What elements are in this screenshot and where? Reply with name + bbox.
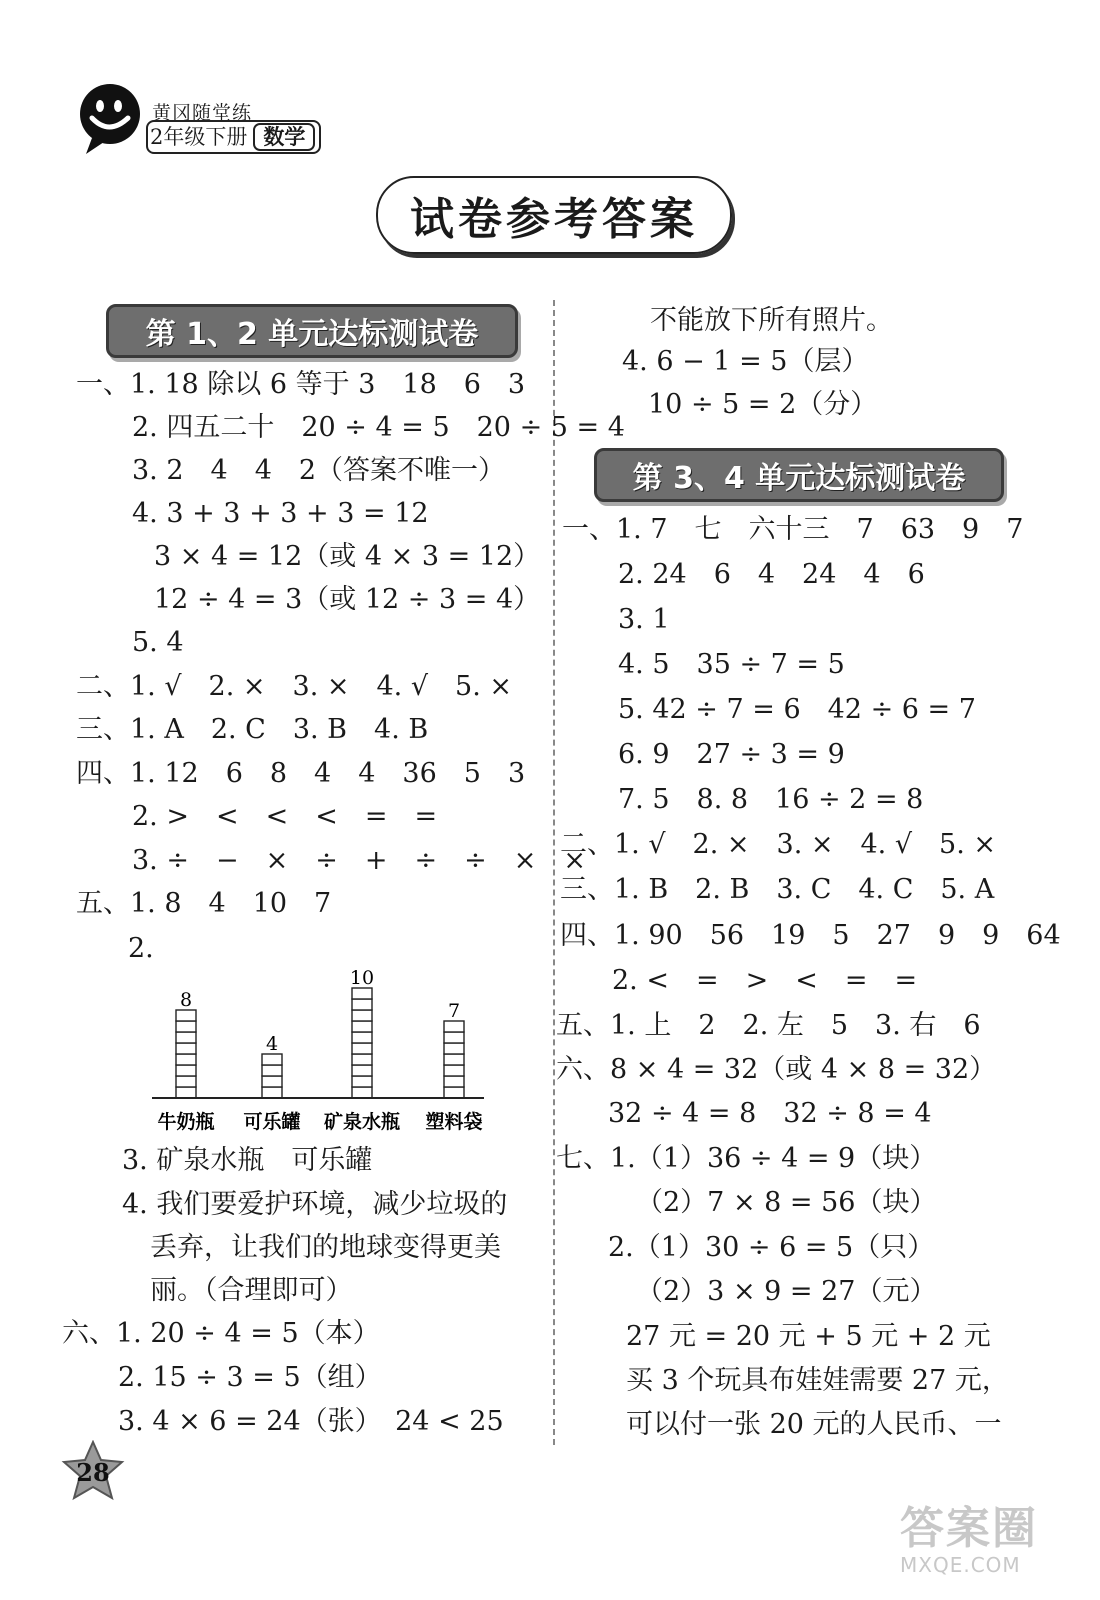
answer-line: 买 3 个玩具布娃娃需要 27 元，: [626, 1365, 1009, 1396]
chart-bar-unit: [176, 1054, 196, 1065]
series-name: 黄冈随堂练: [152, 102, 253, 124]
chart-bar-unit: [444, 1032, 464, 1043]
smiley-logo-icon: [78, 80, 142, 156]
answer-line: 四、1. 90 56 19 5 27 9 9 64: [560, 920, 1061, 951]
chart-bar-unit: [352, 1076, 372, 1087]
answer-line: 五、1. 上 2 2. 左 5 3. 右 6: [556, 1010, 981, 1041]
answer-line: 2. 15 ÷ 3 = 5（组）: [118, 1362, 382, 1393]
section-header-units-3-4: 第 3、4 单元达标测试卷: [594, 448, 1004, 502]
chart-bar: [352, 988, 372, 1098]
chart-value-label: 8: [179, 989, 193, 1011]
chart-category-label: 矿泉水瓶: [323, 1111, 401, 1133]
chart-bar-unit: [352, 1054, 372, 1065]
chart-bar-unit: [444, 1076, 464, 1087]
answer-line: 6. 9 27 ÷ 3 = 9: [618, 739, 845, 770]
answer-line: 六、1. 20 ÷ 4 = 5（本）: [62, 1318, 380, 1349]
answer-line: 2. < = > < = =: [612, 965, 918, 996]
answer-line: 三、1. B 2. B 3. C 4. C 5. A: [560, 874, 995, 905]
answer-line: 10 ÷ 5 = 2（分）: [648, 389, 878, 420]
answer-line: 五、1. 8 4 10 7: [76, 888, 332, 919]
answer-line: 4. 我们要爱护环境，减少垃圾的: [122, 1189, 508, 1220]
chart-bar-unit: [444, 1065, 464, 1076]
grade-text: 2年级下册: [150, 125, 248, 149]
answer-line: 2. > < < < = =: [132, 801, 438, 832]
answer-line: 3. 2 4 4 2（答案不唯一）: [132, 455, 506, 486]
chart-bar-unit: [262, 1065, 282, 1076]
chart-bar-unit: [176, 1087, 196, 1098]
answer-line: 7. 5 8. 8 16 ÷ 2 = 8: [618, 784, 924, 815]
watermark: [900, 1505, 1038, 1577]
chart-bar-unit: [352, 1010, 372, 1021]
chart-bar-unit: [262, 1076, 282, 1087]
chart-bar-unit: [444, 1043, 464, 1054]
answer-line: 四、1. 12 6 8 4 4 36 5 3: [76, 758, 526, 789]
answer-line: 5. 4: [132, 627, 184, 658]
chart-bar-unit: [444, 1087, 464, 1098]
chart-bar: [176, 1010, 196, 1098]
page-number-badge: [60, 1440, 126, 1506]
answer-line: 4. 3 + 3 + 3 + 3 = 12: [132, 498, 429, 529]
answer-line: 六、8 × 4 = 32（或 4 × 8 = 32）: [556, 1054, 997, 1085]
chart-bar-unit: [352, 1032, 372, 1043]
answer-line: 可以付一张 20 元的人民币、一: [626, 1409, 1002, 1440]
answer-line: 27 元 = 20 元 + 5 元 + 2 元: [626, 1321, 991, 1352]
chart-value-label: 7: [447, 1000, 461, 1022]
chart-bar-unit: [352, 1021, 372, 1032]
answer-line: 3. ÷ − × ÷ + ÷ ÷ × ×: [132, 845, 586, 876]
chart-bar-unit: [176, 1065, 196, 1076]
chart-bar-unit: [176, 1021, 196, 1032]
chart-value-label: 10: [349, 967, 375, 989]
answer-line: 三、1. A 2. C 3. B 4. B: [76, 714, 429, 745]
answer-line: 丽。（合理即可）: [150, 1275, 353, 1306]
chart-bar-unit: [262, 1087, 282, 1098]
answer-line: 七、1.（1）36 ÷ 4 = 9（块）: [556, 1143, 937, 1174]
watermark-url: MXQE.COM: [900, 1553, 1021, 1577]
answer-line: 一、1. 7 七 六十三 7 63 9 7: [562, 514, 1024, 545]
answer-line: 3. 矿泉水瓶 可乐罐: [122, 1145, 373, 1176]
chart-bar-unit: [176, 1032, 196, 1043]
answer-line: 2. 四五二十 20 ÷ 4 = 5 20 ÷ 5 = 4: [132, 412, 625, 443]
answer-line: 32 ÷ 4 = 8 32 ÷ 8 = 4: [608, 1098, 932, 1129]
answer-line: 4. 5 35 ÷ 7 = 5: [618, 649, 845, 680]
chart-category-label: 可乐罐: [243, 1111, 301, 1133]
page-number: 28: [76, 1458, 110, 1487]
chart-bar-unit: [444, 1054, 464, 1065]
answer-line: 12 ÷ 4 = 3（或 12 ÷ 3 = 4）: [154, 584, 541, 615]
answer-line: 二、1. √ 2. × 3. × 4. √ 5. ×: [76, 671, 512, 702]
answer-line: 2.: [128, 933, 154, 964]
answer-line: 2. 24 6 4 24 4 6: [618, 559, 925, 590]
answer-line: 3. 4 × 6 = 24（张） 24 < 25: [118, 1406, 504, 1437]
answer-line: 3. 1: [618, 604, 670, 635]
chart-bar-unit: [444, 1021, 464, 1032]
answer-line: 5. 42 ÷ 7 = 6 42 ÷ 6 = 7: [618, 694, 976, 725]
bar-chart: [148, 940, 488, 1136]
answer-line: （2）3 × 9 = 27（元）: [636, 1276, 937, 1307]
chart-bar-unit: [352, 1065, 372, 1076]
answer-line: 一、1. 18 除以 6 等于 3 18 6 3: [76, 369, 526, 400]
answer-line: 丢弃，让我们的地球变得更美: [150, 1232, 501, 1263]
section-header-units-1-2: 第 1、2 单元达标测试卷: [106, 304, 518, 358]
chart-bar: [444, 1021, 464, 1098]
chart-bar: [262, 1054, 282, 1098]
page-title: 试卷参考答案: [376, 176, 732, 254]
chart-category-label: 牛奶瓶: [157, 1111, 215, 1133]
answer-line: 2.（1）30 ÷ 6 = 5（只）: [608, 1232, 935, 1263]
chart-bar-unit: [352, 988, 372, 999]
chart-bar-unit: [352, 999, 372, 1010]
answer-line: 不能放下所有照片。: [650, 305, 893, 336]
chart-bar-unit: [176, 1043, 196, 1054]
chart-category-label: 塑料袋: [425, 1111, 483, 1133]
subject-tag: 数学: [253, 123, 315, 151]
chart-bar-unit: [262, 1054, 282, 1065]
chart-bar-unit: [352, 1087, 372, 1098]
answer-line: （2）7 × 8 = 56（块）: [636, 1187, 937, 1218]
answer-line: 4. 6 − 1 = 5（层）: [622, 346, 869, 377]
answer-line: 二、1. √ 2. × 3. × 4. √ 5. ×: [560, 829, 996, 860]
chart-value-label: 4: [265, 1033, 279, 1055]
chart-bar-unit: [352, 1043, 372, 1054]
chart-bar-unit: [176, 1076, 196, 1087]
answer-line: 3 × 4 = 12（或 4 × 3 = 12）: [154, 541, 541, 572]
grade-label: [146, 120, 321, 154]
chart-bar-unit: [176, 1010, 196, 1021]
watermark-text: 答案圈: [900, 1503, 1038, 1554]
